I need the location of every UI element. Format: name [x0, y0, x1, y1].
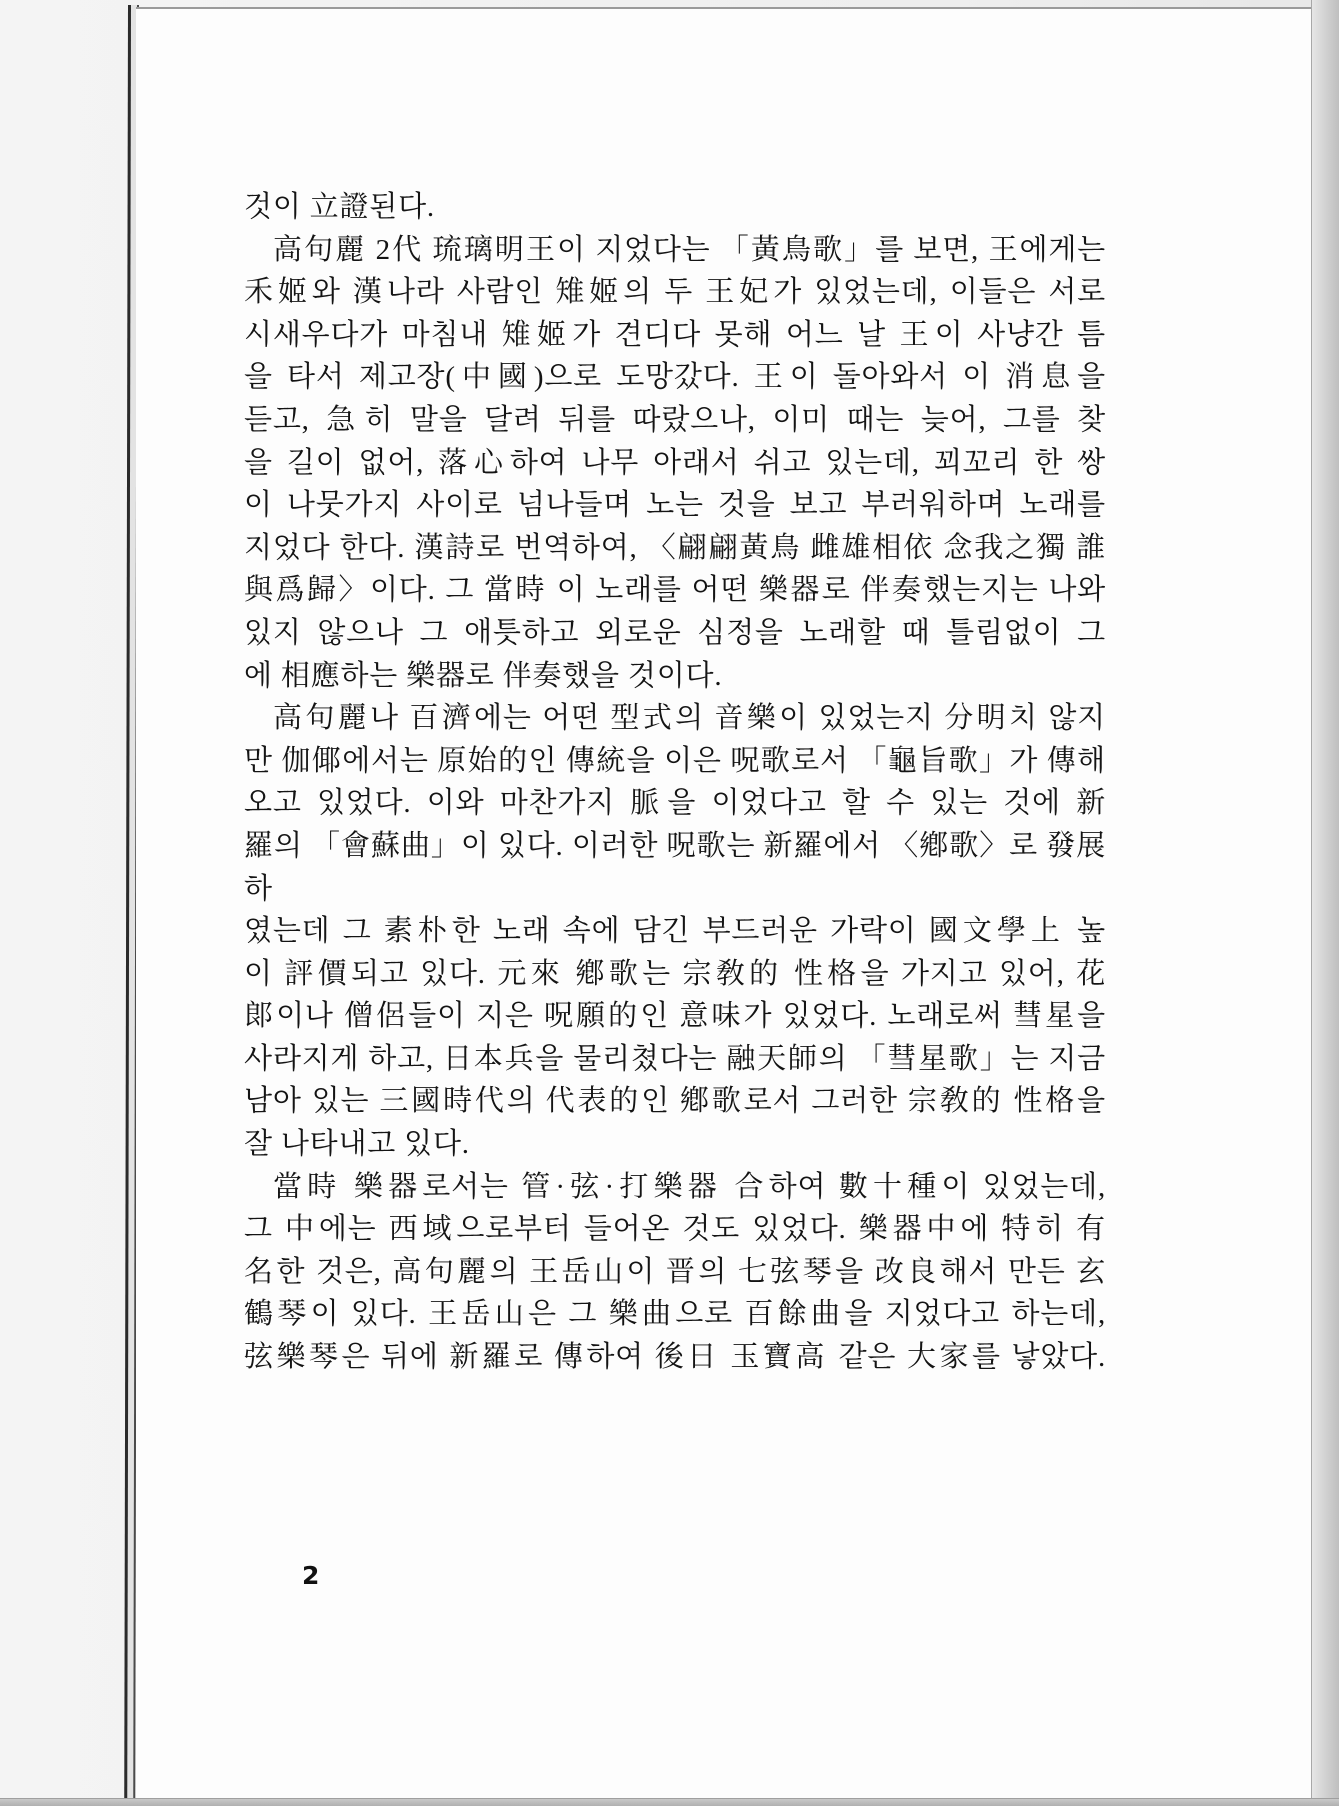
text-block: [244, 186, 1106, 1379]
text-line: 였는데 그 素朴한 노래 속에 담긴 부드러운 가락이 國文學上 높: [244, 915, 1106, 948]
page-edge-shadow: [1311, 0, 1339, 1806]
text-line: 與爲歸〉이다. 그 當時 이 노래를 어떤 樂器로 伴奏했는지는 나와: [244, 574, 1106, 607]
text-line: 郞이나 僧侶들이 지은 呪願的인 意味가 있었다. 노래로써 彗星을: [244, 1000, 1106, 1033]
book-page: [136, 7, 1311, 1800]
text-line: 禾姬와 漢나라 사람인 雉姬의 두 王妃가 있었는데, 이들은 서로: [244, 276, 1106, 309]
text-line: 지었다 한다. 漢詩로 번역하여, 〈翩翩黃鳥 雌雄相依 念我之獨 誰: [244, 531, 1106, 564]
text-line: 만 伽倻에서는 原始的인 傳統을 이은 呪歌로서 「龜旨歌」가 傳해: [244, 744, 1106, 777]
text-line: 그 中에는 西域으로부터 들어온 것도 있었다. 樂器中에 特히 有: [244, 1213, 1106, 1246]
text-line: 當時 樂器로서는 管·弦·打樂器 合하여 數十種이 있었는데,: [273, 1170, 1106, 1203]
text-line: 오고 있었다. 이와 마찬가지 脈을 이었다고 할 수 있는 것에 新: [244, 787, 1106, 820]
page-bottom-edge: [0, 1798, 1339, 1806]
text-line: 사라지게 하고, 日本兵을 물리쳤다는 融天師의 「彗星歌」는 지금: [244, 1042, 1106, 1075]
text-line: 을 길이 없어, 落心하여 나무 아래서 쉬고 있는데, 꾀꼬리 한 쌍: [244, 446, 1106, 479]
text-line: 에 相應하는 樂器로 伴奏했을 것이다.: [244, 659, 723, 692]
text-line: 듣고, 急히 말을 달려 뒤를 따랐으나, 이미 때는 늦어, 그를 찾: [244, 403, 1106, 436]
text-line: 이 評價되고 있다. 元來 鄕歌는 宗敎的 性格을 가지고 있어, 花: [244, 957, 1106, 990]
text-line: 羅의 「會蘇曲」이 있다. 이러한 呪歌는 新羅에서 〈鄕歌〉로 發展하: [244, 829, 1106, 905]
text-line: 시새우다가 마침내 雉姬가 견디다 못해 어느 날 王이 사냥간 틈: [244, 318, 1106, 351]
text-line: 高句麗 2代 琉璃明王이 지었다는 「黃鳥歌」를 보면, 王에게는: [273, 233, 1106, 266]
text-line: 高句麗나 百濟에는 어떤 型式의 音樂이 있었는지 分明치 않지: [273, 702, 1106, 735]
text-line: 잘 나타내고 있다.: [244, 1128, 470, 1161]
text-line: 이 나뭇가지 사이로 넘나들며 노는 것을 보고 부러워하며 노래를: [244, 489, 1106, 522]
text-line: 弦樂琴은 뒤에 新羅로 傳하여 後日 玉寶高 같은 大家를 낳았다.: [244, 1341, 1106, 1374]
text-line: 것이 立證된다.: [244, 191, 435, 223]
text-line: 남아 있는 三國時代의 代表的인 鄕歌로서 그러한 宗敎的 性格을: [244, 1085, 1106, 1118]
text-line: 을 타서 제고장(中國)으로 도망갔다. 王이 돌아와서 이 消息을: [244, 361, 1106, 394]
text-line: 鶴琴이 있다. 王岳山은 그 樂曲으로 百餘曲을 지었다고 하는데,: [244, 1298, 1106, 1331]
page-number: 2: [302, 1561, 320, 1590]
text-line: 있지 않으나 그 애틋하고 외로운 심정을 노래할 때 틀림없이 그: [244, 616, 1106, 649]
text-line: 名한 것은, 高句麗의 王岳山이 晋의 七弦琴을 改良해서 만든 玄: [244, 1255, 1106, 1288]
